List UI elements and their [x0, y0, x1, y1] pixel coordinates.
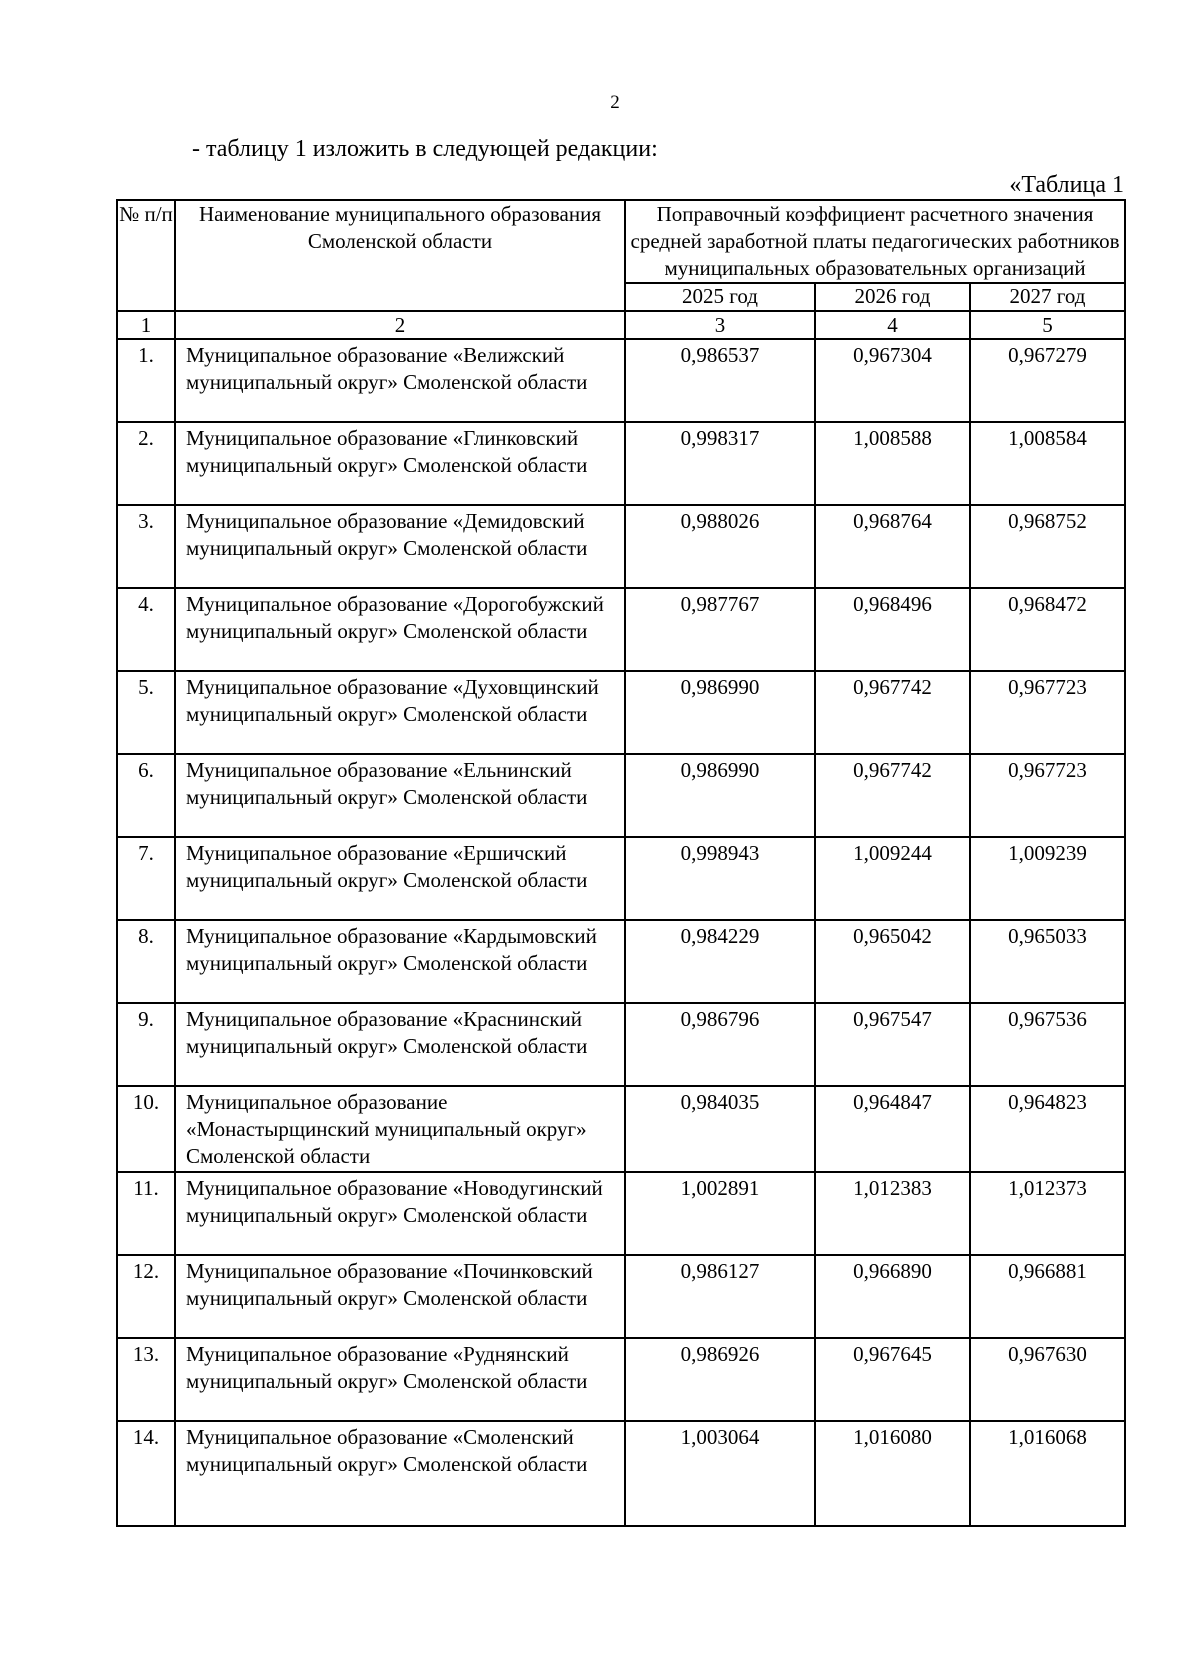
table-row — [117, 339, 1125, 422]
coef-2025: 0,986990 — [625, 754, 815, 837]
table-row — [117, 505, 1125, 588]
coef-2025: 1,003064 — [625, 1421, 815, 1526]
row-number: 8. — [117, 920, 175, 1003]
coef-2027: 1,009239 — [970, 837, 1125, 920]
table-row — [117, 1421, 1125, 1526]
header-coefficient: Поправочный коэффициент расчетного значения средней заработной платы педагогических работников муниципальных образовательных организаций — [625, 200, 1125, 283]
coef-2025: 0,986990 — [625, 671, 815, 754]
row-number: 3. — [117, 505, 175, 588]
table-row — [117, 588, 1125, 671]
coef-2027: 0,967279 — [970, 339, 1125, 422]
row-number: 14. — [117, 1421, 175, 1526]
coef-2027: 0,968752 — [970, 505, 1125, 588]
coef-2027: 0,967630 — [970, 1338, 1125, 1421]
coefficient-table — [116, 199, 1126, 1527]
table-row — [117, 671, 1125, 754]
coef-2027: 1,016068 — [970, 1421, 1125, 1526]
coef-2026: 0,967304 — [815, 339, 970, 422]
row-number: 2. — [117, 422, 175, 505]
coef-2026: 0,968764 — [815, 505, 970, 588]
row-number: 13. — [117, 1338, 175, 1421]
header-year-2026: 2026 год — [815, 283, 970, 311]
municipality-name: Муниципальное образование «Ельнинский муниципальный округ» Смоленской области — [175, 754, 625, 837]
coef-2027: 0,966881 — [970, 1255, 1125, 1338]
coef-2026: 0,967742 — [815, 671, 970, 754]
coef-2027: 1,012373 — [970, 1172, 1125, 1255]
municipality-name: Муниципальное образование «Новодугинский муниципальный округ» Смоленской области — [175, 1172, 625, 1255]
coef-2025: 0,987767 — [625, 588, 815, 671]
table-row — [117, 920, 1125, 1003]
coef-2027: 0,964823 — [970, 1086, 1125, 1172]
column-index: 1 — [117, 311, 175, 339]
row-number: 6. — [117, 754, 175, 837]
coef-2027: 1,008584 — [970, 422, 1125, 505]
row-number: 11. — [117, 1172, 175, 1255]
coef-2025: 0,998943 — [625, 837, 815, 920]
table-row — [117, 1338, 1125, 1421]
coef-2026: 0,967547 — [815, 1003, 970, 1086]
municipality-name: Муниципальное образование «Демидовский муниципальный округ» Смоленской области — [175, 505, 625, 588]
municipality-name: Муниципальное образование «Ершичский муниципальный округ» Смоленской области — [175, 837, 625, 920]
coef-2026: 1,008588 — [815, 422, 970, 505]
municipality-name: Муниципальное образование «Дорогобужский муниципальный округ» Смоленской области — [175, 588, 625, 671]
row-number: 1. — [117, 339, 175, 422]
column-index-row — [117, 311, 1125, 339]
municipality-name: Муниципальное образование «Руднянский муниципальный округ» Смоленской области — [175, 1338, 625, 1421]
table-row — [117, 754, 1125, 837]
header-year-2025: 2025 год — [625, 283, 815, 311]
row-number: 10. — [117, 1086, 175, 1172]
table-header-row — [117, 200, 1125, 283]
table-row — [117, 837, 1125, 920]
municipality-name: Муниципальное образование «Кардымовский муниципальный округ» Смоленской области — [175, 920, 625, 1003]
coef-2025: 0,984229 — [625, 920, 815, 1003]
column-index: 5 — [970, 311, 1125, 339]
page-number: 2 — [610, 92, 620, 113]
header-municipality-name: Наименование муниципального образования Смоленской области — [175, 200, 625, 311]
coef-2026: 0,968496 — [815, 588, 970, 671]
header-number: № п/п — [117, 200, 175, 311]
coef-2025: 0,986926 — [625, 1338, 815, 1421]
coef-2025: 0,986796 — [625, 1003, 815, 1086]
table-row — [117, 1255, 1125, 1338]
column-index: 2 — [175, 311, 625, 339]
coef-2026: 0,967645 — [815, 1338, 970, 1421]
table-row — [117, 1172, 1125, 1255]
coef-2027: 0,967723 — [970, 671, 1125, 754]
column-index: 3 — [625, 311, 815, 339]
municipality-name: Муниципальное образование «Краснинский муниципальный округ» Смоленской области — [175, 1003, 625, 1086]
header-year-2027: 2027 год — [970, 283, 1125, 311]
coef-2027: 0,968472 — [970, 588, 1125, 671]
table-caption: «Таблица 1 — [1009, 172, 1124, 198]
coef-2026: 1,016080 — [815, 1421, 970, 1526]
municipality-name: Муниципальное образование «Монастырщинский муниципальный округ» Смоленской области — [175, 1086, 625, 1172]
coef-2026: 1,012383 — [815, 1172, 970, 1255]
coef-2027: 0,967536 — [970, 1003, 1125, 1086]
coef-2025: 0,998317 — [625, 422, 815, 505]
coef-2025: 1,002891 — [625, 1172, 815, 1255]
table-row — [117, 1003, 1125, 1086]
coef-2026: 0,966890 — [815, 1255, 970, 1338]
coef-2026: 0,965042 — [815, 920, 970, 1003]
coef-2025: 0,984035 — [625, 1086, 815, 1172]
coef-2025: 0,986537 — [625, 339, 815, 422]
table-body — [117, 339, 1125, 1526]
row-number: 7. — [117, 837, 175, 920]
municipality-name: Муниципальное образование «Глинковский муниципальный округ» Смоленской области — [175, 422, 625, 505]
coef-2026: 0,967742 — [815, 754, 970, 837]
municipality-name: Муниципальное образование «Починковский муниципальный округ» Смоленской области — [175, 1255, 625, 1338]
row-number: 5. — [117, 671, 175, 754]
coef-2026: 0,964847 — [815, 1086, 970, 1172]
row-number: 9. — [117, 1003, 175, 1086]
coef-2027: 0,965033 — [970, 920, 1125, 1003]
row-number: 12. — [117, 1255, 175, 1338]
row-number: 4. — [117, 588, 175, 671]
table-row — [117, 1086, 1125, 1172]
intro-text: - таблицу 1 изложить в следующей редакции: — [192, 136, 658, 162]
coef-2025: 0,988026 — [625, 505, 815, 588]
municipality-name: Муниципальное образование «Смоленский муниципальный округ» Смоленской области — [175, 1421, 625, 1526]
municipality-name: Муниципальное образование «Велижский муниципальный округ» Смоленской области — [175, 339, 625, 422]
municipality-name: Муниципальное образование «Духовщинский муниципальный округ» Смоленской области — [175, 671, 625, 754]
coef-2026: 1,009244 — [815, 837, 970, 920]
table-row — [117, 422, 1125, 505]
column-index: 4 — [815, 311, 970, 339]
coef-2025: 0,986127 — [625, 1255, 815, 1338]
coef-2027: 0,967723 — [970, 754, 1125, 837]
